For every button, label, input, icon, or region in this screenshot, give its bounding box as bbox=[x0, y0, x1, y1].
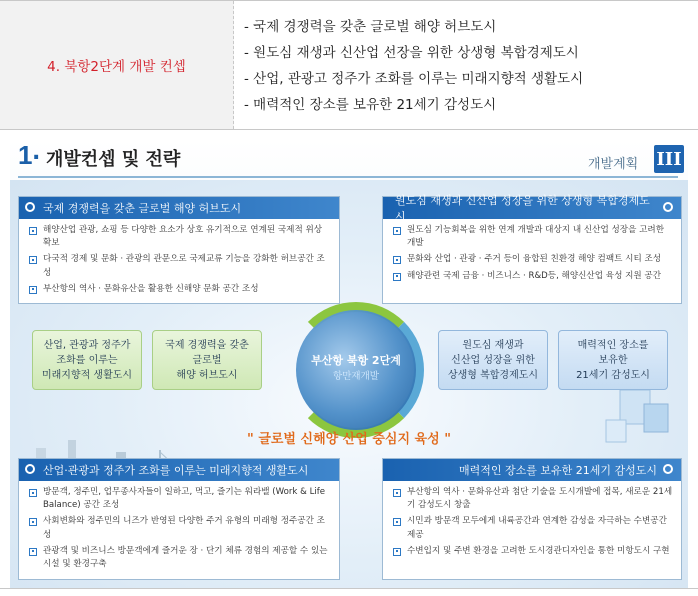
title-rule bbox=[18, 176, 678, 178]
bullet-icon bbox=[29, 227, 37, 235]
location-pin-icon bbox=[25, 202, 35, 212]
center-subtitle: 항만재개발 bbox=[333, 371, 379, 382]
concept-box-title: 원도심 재생과 신산업 성장을 위한 상생형 복합경제도시 bbox=[395, 194, 650, 223]
section-label: 개발계획 bbox=[588, 157, 639, 172]
location-pin-icon bbox=[663, 464, 673, 474]
strategy-infographic bbox=[10, 140, 688, 588]
location-pin-icon bbox=[25, 464, 35, 474]
concept-tile-economic-city: 원도심 재생과 신산업 성장을 위한 상생형 복합경제도시 bbox=[438, 330, 548, 390]
concept-box-header bbox=[19, 459, 339, 481]
concept-box-header bbox=[19, 197, 339, 219]
concept-item: - 원도심 재생과 신산업 선장을 위한 상생형 복합경제도시 bbox=[244, 45, 579, 61]
bullet-icon bbox=[393, 489, 401, 497]
concept-item: - 산업, 관광고 정주가 조화를 이루는 미래지향적 생활도시 bbox=[244, 71, 584, 87]
concept-box-title: 산업·관광과 정주가 조화를 이루는 미래지향적 생활도시 bbox=[43, 464, 309, 477]
bullet-item: 시민과 방문객 모두에게 내륙공간과 연계한 감성을 자극하는 수변공간 제공 bbox=[393, 515, 673, 541]
bullet-icon bbox=[393, 273, 401, 281]
table-bottom-border bbox=[0, 588, 698, 589]
concept-box-economic-city bbox=[382, 196, 682, 304]
concept-tile-living-city: 산업, 관광과 정주가 조화를 이루는 미래지향적 생활도시 bbox=[32, 330, 142, 390]
bullet-item: 해양산업 관광, 쇼핑 등 다양한 요소가 상호 유기적으로 연계된 국제적 위상 확보 bbox=[29, 224, 331, 250]
concept-box-title: 국제 경쟁력을 갖춘 글로벌 해양 허브도시 bbox=[43, 202, 242, 215]
title-dot: . bbox=[32, 140, 41, 165]
concept-box-header bbox=[383, 194, 681, 223]
concept-box-title: 매력적인 장소를 보유한 21세기 감성도시 bbox=[459, 464, 657, 477]
bullet-icon bbox=[393, 227, 401, 235]
bullet-item: 관광객 및 비즈니스 방문객에게 즐거운 장 · 단기 체류 경험의 제공할 수 있는 시설 및 환경구축 bbox=[29, 545, 331, 571]
section-badge: III bbox=[654, 145, 684, 173]
bullet-item: 부산항의 역사 · 문화유산을 활용한 신해양 문화 공간 조성 bbox=[29, 283, 331, 296]
bullet-item: 부산항의 역사 · 문화유산과 첨단 기술을 도시개발에 접목, 새로운 21세기 감성도시 창출 bbox=[393, 486, 673, 512]
bullet-icon bbox=[393, 548, 401, 556]
bullet-item: 방문객, 정주민, 업무종사자들이 일하고, 먹고, 즐기는 워라밸 (Work & Life Balance) 공간 조성 bbox=[29, 486, 331, 512]
bullet-item: 원도심 기능회복을 위한 연계 개발과 대상지 내 신산업 성장을 고려한 개발 bbox=[393, 224, 673, 250]
bullet-item: 사회변화와 정주민의 니즈가 반영된 다양한 주거 유형의 미래형 정주공간 조성 bbox=[29, 515, 331, 541]
title-number: 1 bbox=[18, 140, 33, 170]
concept-box-global-hub bbox=[18, 196, 340, 304]
bullet-icon bbox=[29, 489, 37, 497]
bullet-icon bbox=[29, 286, 37, 294]
concept-box-living-city bbox=[18, 458, 340, 580]
concept-label: 4. 북항2단계 개발 컨셉 bbox=[47, 59, 186, 75]
concept-tile-emotional-city: 매력적인 장소를 보유한 21세기 감성도시 bbox=[558, 330, 668, 390]
bullet-icon bbox=[393, 256, 401, 264]
slogan: " 글로벌 신해양 산업 중심지 육성 " bbox=[247, 432, 451, 447]
concept-label-cell bbox=[0, 1, 234, 129]
center-title: 부산항 북항 2단계 bbox=[311, 354, 401, 367]
bullet-icon bbox=[393, 518, 401, 526]
concept-box-emotional-city bbox=[382, 458, 682, 580]
location-pin-icon bbox=[663, 202, 673, 212]
concept-box-header bbox=[383, 459, 681, 481]
concept-items-cell bbox=[234, 1, 698, 129]
panel-title: 개발컨셉 및 전략 bbox=[46, 149, 181, 170]
bullet-item: 해양관련 국제 금융 · 비즈니스 · R&D등, 해양신산업 육성 지원 공간 bbox=[393, 270, 673, 283]
bullet-item: 다국적 경제 및 문화 · 관광의 관문으로 국제교류 기능을 강화한 허브공간 조성 bbox=[29, 253, 331, 279]
concept-item: - 국제 경쟁력을 갖춘 글로벌 해양 허브도시 bbox=[244, 19, 497, 35]
bullet-icon bbox=[29, 256, 37, 264]
bullet-icon bbox=[29, 518, 37, 526]
bullet-icon bbox=[29, 548, 37, 556]
concept-table bbox=[0, 0, 698, 130]
concept-tile-global-hub: 국제 경쟁력을 갖춘 글로벌 해양 허브도시 bbox=[152, 330, 262, 390]
bullet-item: 문화와 산업 · 관광 · 주거 등이 융합된 친환경 해양 컴팩트 시티 조성 bbox=[393, 253, 673, 266]
concept-item: - 매력적인 장소를 보유한 21세기 감성도시 bbox=[244, 97, 497, 113]
bullet-item: 수변입지 및 주변 환경을 고려한 도시경관디자인을 통한 미항도시 구현 bbox=[393, 545, 673, 558]
